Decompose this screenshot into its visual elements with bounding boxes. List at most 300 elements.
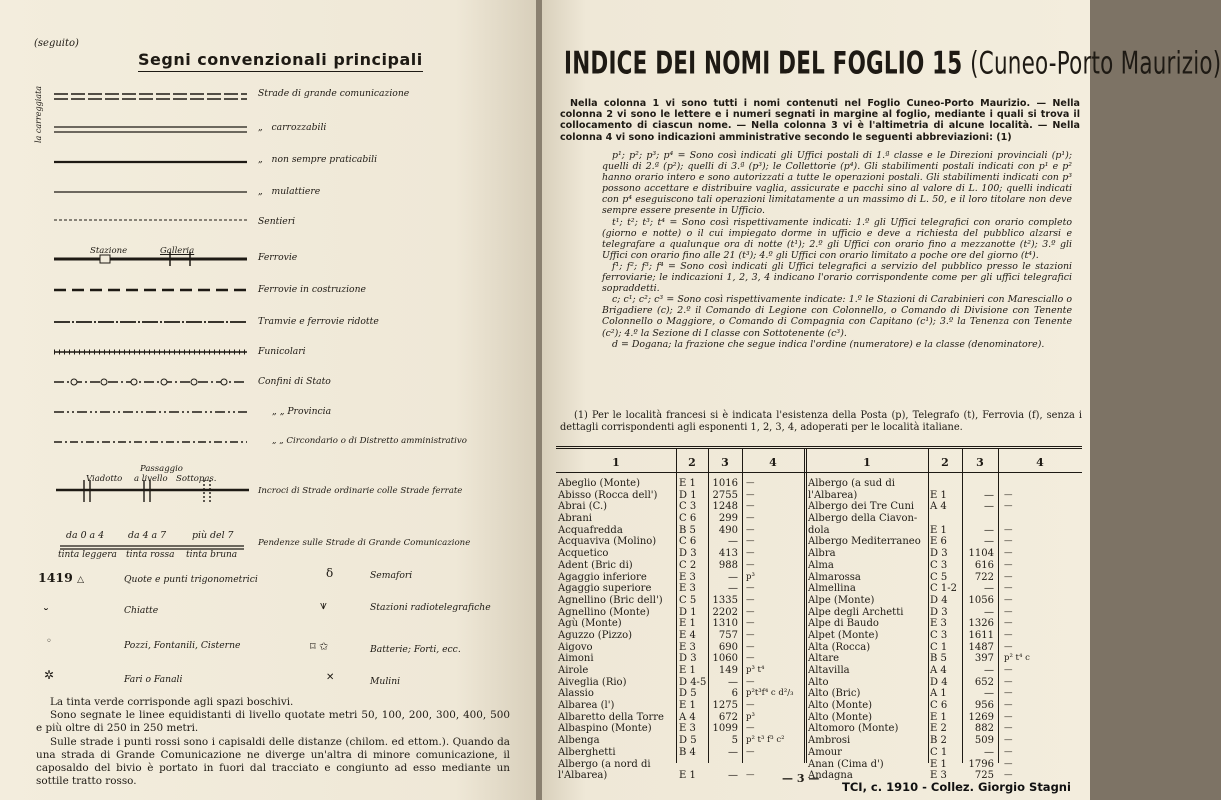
- admin-info: —: [746, 700, 755, 711]
- vertical-label: la carreggiata: [34, 85, 43, 143]
- place-name: Altavilla: [808, 665, 850, 676]
- pendenze-bar: [58, 542, 248, 550]
- altitude: 988: [718, 559, 738, 571]
- admin-info: —: [746, 746, 755, 757]
- symbol-ferrovie: [54, 252, 247, 266]
- table-row: [808, 572, 1084, 584]
- quota-number: 1419 △: [38, 570, 85, 585]
- place-name: Albarea (l'): [558, 700, 615, 712]
- grid-ref: E 1: [679, 478, 696, 489]
- grid-ref: C 6: [679, 536, 697, 548]
- table-row: [808, 630, 1084, 642]
- table-row: [558, 700, 804, 712]
- legend-pozzi: Pozzi, Fontanili, Cisterne: [124, 640, 241, 651]
- grid-ref: E 2: [930, 723, 947, 735]
- admin-info: p²t³f⁴ c d²/₃: [746, 688, 794, 699]
- grid-ref: E 3: [930, 770, 947, 782]
- altitude: 413: [718, 548, 738, 560]
- admin-info: —: [746, 524, 755, 535]
- table-row: [808, 735, 1084, 747]
- admin-info: —: [746, 606, 755, 617]
- place-name: Albaspino (Monte): [558, 723, 652, 735]
- place-name: l'Albarea): [808, 489, 858, 501]
- altitude: 1099: [712, 723, 738, 735]
- altitude: —: [984, 536, 994, 548]
- place-name: Albergo Mediterraneo: [808, 536, 921, 548]
- table-row: [808, 665, 1084, 677]
- altitude: 1310: [712, 618, 738, 630]
- admin-info: —: [1004, 735, 1013, 746]
- place-name: Acquafredda: [558, 524, 623, 536]
- place-name: Agnellino (Bric dell'): [558, 594, 663, 606]
- grid-ref: A 4: [930, 665, 947, 676]
- altitude: 1796: [968, 758, 994, 770]
- altitude: 397: [974, 653, 994, 665]
- place-name: Alto (Monte): [808, 700, 873, 712]
- grid-ref: C 1-2: [930, 583, 957, 595]
- place-name: Almellina: [808, 583, 856, 595]
- altitude: 2202: [712, 606, 738, 618]
- col-header-3b: 3: [976, 456, 984, 469]
- table-row: [558, 712, 804, 724]
- admin-info: p² t³ f³ c²: [746, 735, 785, 746]
- pend-0-4: da 0 a 4: [66, 530, 105, 541]
- tinta-rossa: tinta rossa: [126, 550, 175, 560]
- place-name: Acquaviva (Molino): [558, 536, 657, 548]
- left-page: [0, 0, 536, 800]
- place-name: Agù (Monte): [558, 618, 622, 630]
- place-name: Alto: [808, 676, 829, 688]
- place-name: Almarossa: [808, 571, 861, 583]
- table-row: [558, 572, 804, 584]
- table-row: [808, 536, 1084, 548]
- table-row: [808, 759, 1084, 771]
- altitude: 1056: [968, 594, 994, 606]
- grid-ref: E 4: [679, 629, 696, 641]
- admin-info: —: [1004, 594, 1013, 605]
- table-row: [558, 618, 804, 630]
- grid-ref: D 4: [930, 676, 948, 688]
- altitude: —: [728, 770, 738, 782]
- legend-provincia: „ „ Provincia: [272, 406, 332, 417]
- abbreviations: [602, 150, 1072, 350]
- grid-ref: E 6: [930, 536, 947, 548]
- a-livello-label: a livello: [134, 474, 168, 484]
- abbr-carabinieri: c; c¹; c²; c³ = Sono così rispettivamente indicate: 1.º le Stazioni di Carabinieri con Maresciallo o Brigadiere (c); 2.º il Comando di Legione con Colonnello, o Comando di Divisione con Tenente Colonnello o Maggiore, o Comando di Compagnia con Capitano (c¹); 3.º la Tenenza con Tenente (c²); 4.º la Sezione di I classe con Sottotenente (c³).: [602, 294, 1072, 339]
- grid-ref: A 1: [930, 688, 947, 700]
- admin-info: —: [746, 536, 755, 547]
- table-row: [558, 723, 804, 735]
- admin-info: —: [746, 770, 755, 781]
- place-name: Albergo dei Tre Cuni: [808, 501, 915, 513]
- place-name: Agaggio superiore: [558, 583, 652, 595]
- admin-info: p³: [746, 571, 755, 582]
- legend-mulini: Mulini: [370, 676, 401, 687]
- altitude: —: [984, 746, 994, 758]
- galleria-label: Galleria: [160, 246, 195, 256]
- place-name: Ambrosi: [808, 735, 851, 747]
- triangle-icon: △: [77, 575, 85, 585]
- grid-ref: E 1: [679, 700, 696, 712]
- legend-mulattiere: „ mulattiere: [258, 186, 321, 197]
- pend-4-7: da 4 a 7: [128, 530, 167, 541]
- place-name: Alpe (Monte): [808, 594, 875, 606]
- altitude: —: [984, 665, 994, 676]
- place-name: Alma: [808, 559, 834, 571]
- abbr-postali: p¹; p²; p³; p⁴ = Sono così indicati gli Uffici postali di 1.ª classe e le Direzioni provinciali (p¹); quelli di 2.ª (p²); quelli di 3.ª (p³); le Collettorie (p⁴). Gli stabilimenti postali indicati con p¹ e p² hanno orario intero e sono autorizzati a tutte le operazioni postali. Gli stabilimenti indicati con p³ possono accettare e distribuire vaglia, assicurate e pacchi sino al valore di L. 100; quelli indicati con p⁴ eseguiscono tali operazioni limitatamente a un massimo di L. 50, e il loro titolare non deve sempre essere presente in Ufficio.: [602, 150, 1072, 217]
- place-name: Aigovo: [558, 641, 593, 653]
- altitude: 956: [974, 700, 994, 712]
- admin-info: p² t⁴ c: [1004, 653, 1030, 664]
- index-title: INDICE DEI NOMI DEL FOGLIO 15 (Cuneo-Porto Maurizio): [564, 46, 1221, 83]
- admin-info: —: [1004, 501, 1013, 512]
- table-row: [808, 747, 1084, 759]
- grid-ref: C 5: [930, 571, 948, 583]
- altitude: 1269: [968, 711, 994, 723]
- admin-info: —: [746, 548, 755, 559]
- admin-info: —: [746, 489, 755, 500]
- table-row: [808, 478, 1084, 490]
- altitude: 149: [718, 665, 738, 676]
- altitude: —: [728, 571, 738, 583]
- place-name: Alassio: [558, 688, 594, 700]
- grid-ref: C 5: [679, 594, 697, 606]
- grid-ref: D 4: [930, 594, 948, 606]
- admin-info: —: [746, 629, 755, 640]
- grid-ref: B 2: [930, 735, 947, 747]
- admin-info: p³: [746, 711, 755, 722]
- seguito-label: (seguito): [34, 38, 79, 49]
- table-row: [808, 560, 1084, 572]
- admin-info: —: [1004, 489, 1013, 500]
- admin-info: —: [746, 641, 755, 652]
- legend-ferrovie-costruzione: Ferrovie in costruzione: [258, 284, 366, 295]
- table-row: [808, 712, 1084, 724]
- table-row: [558, 478, 804, 490]
- col-header-4b: 4: [1036, 456, 1044, 469]
- table-header-rule: [556, 472, 1082, 473]
- symbol-confini-stato: [54, 379, 247, 385]
- grid-ref: D 5: [679, 735, 697, 747]
- place-name: Albenga: [558, 735, 600, 747]
- grid-ref: C 1: [930, 746, 948, 758]
- table-row: [558, 665, 804, 677]
- legend-carrozzabili: „ carrozzabili: [258, 122, 327, 133]
- place-name: Albra: [808, 548, 836, 560]
- place-name: Albergo della Ciavon-: [808, 513, 918, 525]
- table-row: [558, 595, 804, 607]
- altitude: 6: [731, 688, 738, 700]
- index-rows-left: [558, 478, 804, 782]
- place-name: Albergo (a sud di: [808, 478, 895, 489]
- altitude: 490: [718, 524, 738, 536]
- admin-info: —: [746, 559, 755, 570]
- altitude: 1060: [712, 653, 738, 665]
- legend-semafori: Semafori: [370, 570, 413, 581]
- grid-ref: D 1: [679, 489, 697, 501]
- altitude: 299: [718, 513, 738, 525]
- grid-ref: D 3: [679, 653, 697, 665]
- altitude: —: [728, 676, 738, 688]
- admin-info: —: [746, 594, 755, 605]
- admin-info: —: [746, 618, 755, 629]
- place-name: Agnellino (Monte): [558, 606, 650, 618]
- pend-piu-7: più del 7: [192, 530, 234, 541]
- mill-icon: ✕: [326, 672, 335, 683]
- table-row: [808, 513, 1084, 525]
- admin-info: —: [1004, 723, 1013, 734]
- place-name: Abrai (C.): [558, 501, 608, 513]
- admin-info: —: [746, 653, 755, 664]
- index-intro: Nella colonna 1 vi sono tutti i nomi contenuti nel Foglio Cuneo-Porto Maurizio. — Nella colonna 2 vi sono le lettere e i numeri segnati in margine al foglio, mediante i quali si trova il collocamento di ciascun nome. — Nella colonna 3 vi è l'altimetria di alcune località. — Nella colonna 4 vi sono indicazioni amministrative secondo le seguenti abbreviazioni: (1): [560, 98, 1080, 143]
- grid-ref: D 3: [679, 548, 697, 560]
- table-row: [808, 723, 1084, 735]
- altitude: —: [984, 583, 994, 595]
- viadotto-label: Viadotto: [86, 474, 123, 484]
- table-row: [808, 688, 1084, 700]
- admin-info: —: [1004, 524, 1013, 535]
- place-name: Agaggio inferiore: [558, 571, 647, 583]
- grid-ref: D 3: [930, 606, 948, 618]
- photo-credit: TCI, c. 1910 - Collez. Giorgio Stagni: [842, 780, 1071, 794]
- table-row: [808, 583, 1084, 595]
- legend-circondario: „ „ Circondario o di Distretto amministrativo: [272, 436, 467, 446]
- grid-ref: E 3: [679, 571, 696, 583]
- grid-ref: A 4: [679, 711, 696, 723]
- tinta-bruna: tinta bruna: [186, 550, 238, 560]
- line-symbols: [52, 84, 252, 464]
- place-name: Alta (Rocca): [808, 641, 871, 653]
- place-name: l'Albarea): [558, 770, 608, 782]
- semaphore-icon: ẟ: [326, 566, 334, 580]
- grid-ref: E 1: [930, 524, 947, 536]
- grid-ref: D 5: [679, 688, 697, 700]
- admin-info: —: [1004, 711, 1013, 722]
- table-row: [808, 642, 1084, 654]
- admin-info: —: [746, 676, 755, 687]
- admin-info: —: [1004, 700, 1013, 711]
- altitude: 1326: [968, 618, 994, 630]
- place-name: Aiveglia (Rio): [558, 676, 627, 688]
- altitude: 5: [731, 735, 738, 747]
- altitude: —: [728, 583, 738, 595]
- fort-icon: ⌑ ✩: [310, 640, 329, 653]
- index-rows-right: [808, 478, 1084, 782]
- altitude: 2755: [712, 489, 738, 501]
- passaggio-label: Passaggio: [140, 464, 183, 474]
- grid-ref: B 4: [679, 746, 696, 758]
- legend-title: Segni convenzionali principali: [138, 50, 423, 72]
- tinta-leggera: tinta leggera: [58, 550, 117, 560]
- table-row: [558, 548, 804, 560]
- place-name: Alberghetti: [558, 746, 616, 758]
- admin-info: —: [746, 513, 755, 524]
- grid-ref: D 1: [679, 606, 697, 618]
- note-capisaldi: Sulle strade i punti rossi sono i capisaldi delle distanze (chilom. ed ettom.). Quando da una strada di Grande Comunicazione ne diverge un'altra di minore comunicazione, il caposaldo del bivio è portato in fuori dal tracciato e congiunto ad esso mediante un sottile tratto rosso.: [36, 735, 510, 788]
- admin-info: —: [1004, 770, 1013, 781]
- admin-info: —: [1004, 548, 1013, 559]
- grid-ref: E 3: [679, 723, 696, 735]
- altitude: 672: [718, 711, 738, 723]
- legend-non-praticabili: „ non sempre praticabili: [258, 154, 378, 165]
- grid-ref: C 6: [679, 513, 697, 525]
- grid-ref: C 3: [930, 559, 948, 571]
- sottopas-label: Sottopas.: [176, 474, 217, 484]
- right-page: [542, 0, 1221, 800]
- place-name: Altare: [808, 653, 840, 665]
- altitude: 882: [974, 723, 994, 735]
- altitude: 1104: [968, 548, 994, 560]
- grid-ref: E 1: [930, 711, 947, 723]
- table-row: [558, 630, 804, 642]
- grid-ref: E 1: [930, 758, 947, 770]
- admin-info: —: [1004, 629, 1013, 640]
- place-name: Alpe di Baudo: [808, 618, 879, 630]
- abbr-dogana: d = Dogana; la frazione che segue indica l'ordine (numeratore) e la classe (denominatore).: [612, 338, 1045, 350]
- grid-ref: B 5: [679, 524, 696, 536]
- legend-pendenze: Pendenze sulle Strade di Grande Comunicazione: [258, 538, 471, 548]
- place-name: Abrani: [558, 513, 593, 525]
- col-header-1b: 1: [863, 456, 871, 469]
- table-row: [808, 595, 1084, 607]
- legend-fari: Fari o Fanali: [124, 674, 183, 685]
- grid-ref: B 5: [930, 653, 947, 665]
- table-row: [558, 735, 804, 747]
- admin-info: —: [746, 478, 755, 488]
- place-name: Alto (Bric): [808, 688, 861, 700]
- altitude: 1335: [712, 594, 738, 606]
- place-name: Aimoni: [558, 653, 594, 665]
- legend-quote: Quote e punti trigonometrici: [124, 574, 258, 585]
- table-top-rule: [556, 446, 1082, 449]
- symbol-carrozzabili: [54, 127, 247, 132]
- place-name: Acquetico: [558, 548, 609, 560]
- grid-ref: C 6: [930, 700, 948, 712]
- altitude: 616: [974, 559, 994, 571]
- place-name: Albergo (a nord di: [558, 758, 651, 770]
- altitude: 1611: [968, 629, 994, 641]
- legend-ferrovie: Ferrovie: [258, 252, 298, 263]
- table-row: [808, 607, 1084, 619]
- admin-info: —: [1004, 536, 1013, 547]
- altitude: 1016: [712, 478, 738, 489]
- table-row: [558, 513, 804, 525]
- admin-info: —: [1004, 606, 1013, 617]
- table-row: [808, 525, 1084, 537]
- place-name: Alpet (Monte): [808, 629, 879, 641]
- admin-info: —: [1004, 676, 1013, 687]
- abbr-ferroviari: f¹; f²; f³; f⁴ = Sono così indicati gli Uffici telegrafici a servizio del pubblico presso le stazioni ferroviarie; le indicazioni 1, 2, 3, 4 indicano l'orario corrispondente come per gli uffici telegrafici sopraddetti.: [602, 260, 1072, 295]
- altitude: —: [984, 524, 994, 536]
- table-row: [808, 618, 1084, 630]
- table-row: [558, 747, 804, 759]
- table-row: [558, 536, 804, 548]
- note-curve-livello: Sono segnate le linee equidistanti di livello quotate metri 50, 100, 200, 300, 400, 500 e più oltre di 250 in 250 metri.: [36, 709, 510, 735]
- altitude: —: [728, 746, 738, 758]
- grid-ref: C 3: [679, 501, 697, 513]
- table-row: [808, 548, 1084, 560]
- place-name: Alpe degli Archetti: [808, 606, 904, 618]
- place-name: Alto (Monte): [808, 711, 873, 723]
- col-rule-center: [804, 449, 807, 763]
- legend-incroci: Incroci di Strade ordinarie colle Strade ferrate: [258, 486, 463, 496]
- altitude: —: [984, 606, 994, 618]
- legend-sentieri: Sentieri: [258, 216, 296, 227]
- col-header-1: 1: [612, 456, 620, 469]
- admin-info: —: [746, 583, 755, 594]
- page-number: — 3 —: [782, 772, 820, 785]
- legend-chiatte: Chiatte: [124, 605, 159, 616]
- grid-ref: D 3: [930, 548, 948, 560]
- grid-ref: D 4-5: [679, 676, 707, 688]
- place-name: Altomoro (Monte): [808, 723, 899, 735]
- place-name: Adent (Bric di): [558, 559, 633, 571]
- table-row: [808, 653, 1084, 665]
- grid-ref: E 1: [679, 770, 696, 782]
- table-row: [558, 770, 804, 782]
- legend-funicolari: Funicolari: [258, 346, 306, 357]
- altitude: 690: [718, 641, 738, 653]
- altitude: —: [984, 501, 994, 513]
- altitude: 1275: [712, 700, 738, 712]
- abbr-telegrafici: t¹; t²; t³; t⁴ = Sono così rispettivamente indicati: 1.º gli Uffici telegrafici con orario completo (giorno e notte) o il cui impiegato dorme in ufficio e deve a richiesta del pubblico alzarsi e telegrafare a qualunque ora di notte (t¹); 2.º gli Uffici con orario fino a mezzanotte (t²); 3.º gli Uffici con orario fino alle 21 (t³); 4.º gli Uffici con orario limitato a poche ore del giorno (t⁴).: [602, 216, 1072, 261]
- altitude: 1248: [712, 501, 738, 513]
- legend-radiotelegrafiche: Stazioni radiotelegrafiche: [370, 602, 491, 613]
- note-tinta-verde: La tinta verde corrisponde agli spazi boschivi.: [50, 696, 294, 708]
- legend-strade-grande: Strade di grande comunicazione: [258, 88, 410, 99]
- grid-ref: E 3: [930, 618, 947, 630]
- admin-info: —: [746, 501, 755, 512]
- table-row: [558, 607, 804, 619]
- admin-info: —: [746, 723, 755, 734]
- grid-ref: A 4: [930, 501, 947, 513]
- place-name: Abisso (Rocca dell'): [558, 489, 658, 501]
- table-row: [558, 688, 804, 700]
- altitude: —: [984, 688, 994, 700]
- well-icon: ◦: [46, 636, 52, 647]
- grid-ref: E 1: [679, 665, 696, 676]
- admin-info: —: [1004, 583, 1013, 594]
- table-row: [558, 560, 804, 572]
- symbol-grande-comunicazione: [54, 94, 247, 99]
- legend-notes: [36, 696, 510, 788]
- table-row: [808, 700, 1084, 712]
- admin-info: —: [1004, 641, 1013, 652]
- admin-info: p³ t⁴: [746, 665, 765, 675]
- table-row: [558, 642, 804, 654]
- altitude: 722: [974, 571, 994, 583]
- place-name: dola: [808, 524, 830, 536]
- admin-info: —: [1004, 746, 1013, 757]
- col-header-2: 2: [688, 456, 696, 469]
- admin-info: —: [1004, 688, 1013, 699]
- altitude: —: [984, 489, 994, 501]
- radio-station-icon: ⩛: [320, 598, 327, 612]
- admin-info: —: [1004, 618, 1013, 629]
- admin-info: —: [1004, 665, 1013, 675]
- lighthouse-icon: ✲: [44, 668, 55, 682]
- place-name: Abeglio (Monte): [558, 478, 640, 489]
- place-name: Aguzzo (Pizzo): [558, 629, 633, 641]
- altitude: —: [728, 536, 738, 548]
- footnote: (1) Per le località francesi si è indicata l'esistenza della Posta (p), Telegrafo (t), Ferrovia (f), senza i dettagli corrispondenti agli esponenti 1, 2, 3, 4, adoperati per le località italiane.: [560, 410, 1082, 434]
- table-row: [558, 653, 804, 665]
- grid-ref: E 3: [679, 641, 696, 653]
- col-header-2b: 2: [941, 456, 949, 469]
- admin-info: —: [1004, 571, 1013, 582]
- grid-ref: C 1: [930, 641, 948, 653]
- legend-tramvie: Tramvie e ferrovie ridotte: [258, 316, 379, 327]
